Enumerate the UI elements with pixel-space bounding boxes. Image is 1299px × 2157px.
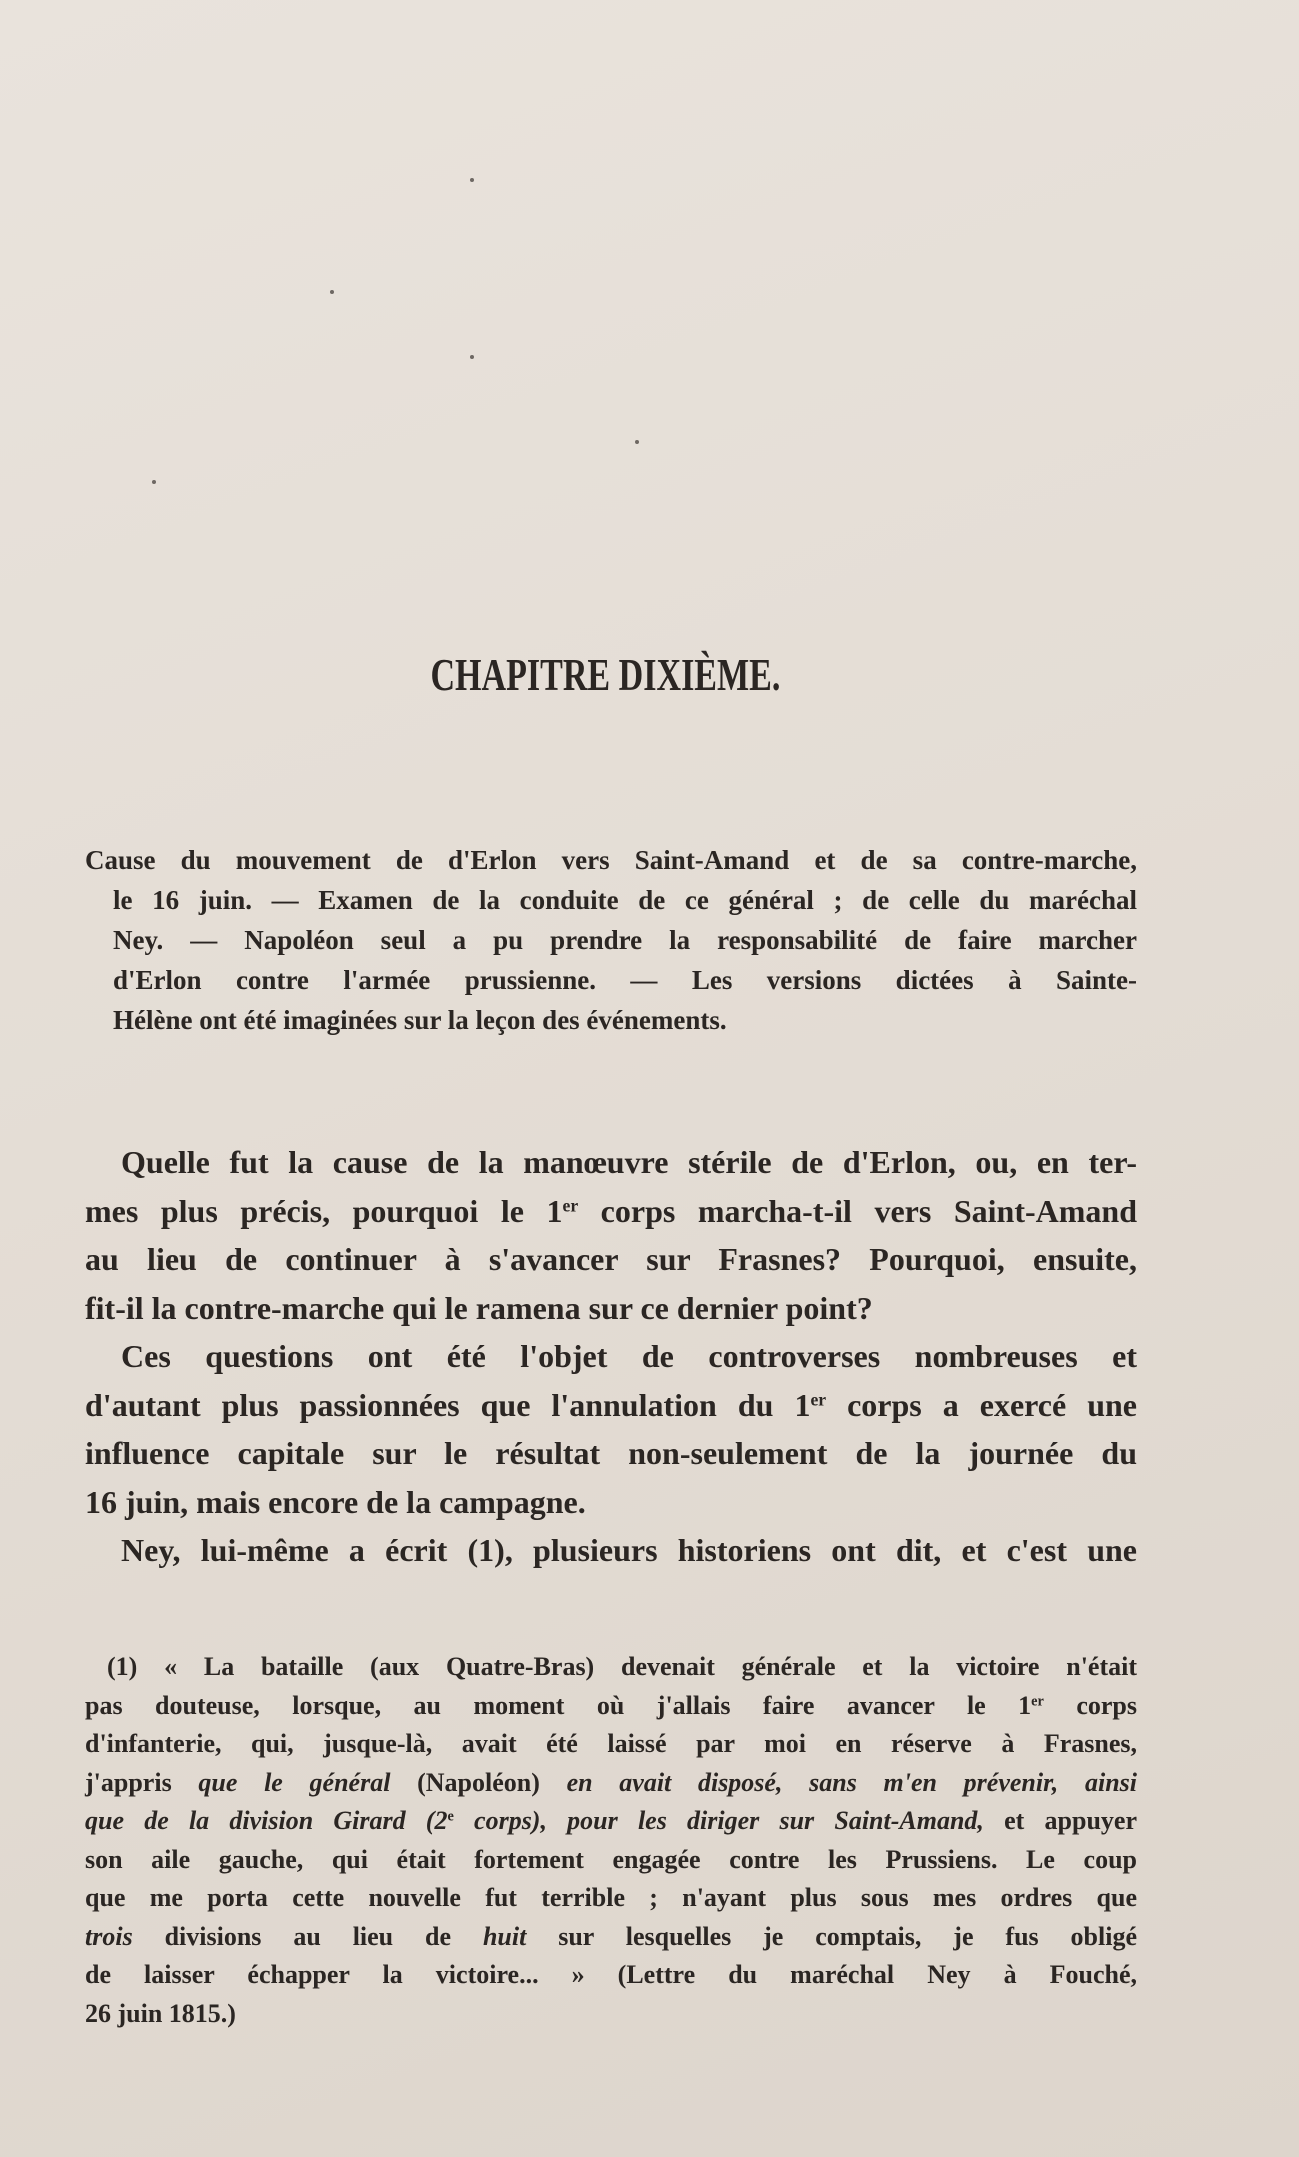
text-segment: d'Erlon contre l'armée prussienne. — Les versions dictées à Sainte-: [113, 965, 1137, 995]
text-segment: corps marcha-t-il vers Saint-Amand: [578, 1192, 1138, 1229]
summary-line: [85, 920, 1137, 960]
body-line: [85, 1138, 1137, 1187]
text-segment: Cause du mouvement de d'Erlon vers Saint-Amand et de sa contre-marche,: [85, 845, 1137, 875]
text-segment: Quelle fut la cause de la manœuvre stérile de d'Erlon, ou, en ter-: [121, 1144, 1137, 1180]
italic-text: en avait disposé, sans m'en prévenir, ainsi: [566, 1767, 1138, 1797]
paper-speck: [635, 440, 639, 444]
footnote-line: [85, 1918, 1137, 1957]
text-segment: (1) « La bataille (aux Quatre-Bras) devenait générale et la victoire n'était: [107, 1652, 1137, 1681]
body-line: [85, 1187, 1137, 1236]
text-segment: (Napoléon): [390, 1767, 567, 1797]
text-segment: et appuyer: [983, 1806, 1137, 1835]
body-text: [85, 1138, 1137, 1575]
body-line: [85, 1526, 1137, 1575]
summary-line: [85, 840, 1137, 880]
italic-text: que de la division Girard (2: [85, 1806, 448, 1835]
footnote-line: [85, 1764, 1137, 1803]
text-segment: fit-il la contre-marche qui le ramena sur ce dernier point?: [85, 1289, 873, 1326]
paper-speck: [152, 480, 156, 484]
italic-text: huit: [482, 1921, 527, 1951]
text-segment: j'appris: [85, 1767, 199, 1797]
footnote-line: [85, 1995, 1137, 2034]
text-segment: corps: [1043, 1690, 1137, 1720]
footnote-line: [85, 1841, 1137, 1880]
text-segment: Ces questions ont été l'objet de controverses nombreuses et: [121, 1338, 1137, 1374]
paper-speck: [330, 290, 334, 294]
italic-text: corps), pour les diriger sur Saint-Amand,: [453, 1806, 984, 1835]
body-line: [85, 1332, 1137, 1381]
summary-line: [85, 880, 1137, 920]
text-segment: d'infanterie, qui, jusque-là, avait été laissé par moi en réserve à Frasnes,: [85, 1729, 1137, 1758]
footnote-line: [85, 1687, 1137, 1726]
text-segment: mes plus précis, pourquoi le 1: [85, 1192, 563, 1229]
summary-line: [85, 960, 1137, 1000]
body-line: [85, 1381, 1137, 1430]
paper-speck: [470, 355, 474, 359]
text-segment: Ney, lui-même a écrit (1), plusieurs historiens ont dit, et c'est une: [121, 1532, 1137, 1568]
text-segment: de laisser échapper la victoire... » (Lettre du maréchal Ney à Fouché,: [85, 1960, 1137, 1989]
italic-text: que le général: [198, 1767, 391, 1797]
text-segment: le 16 juin. — Examen de la conduite de ce général ; de celle du maréchal: [113, 885, 1137, 915]
text-segment: au lieu de continuer à s'avancer sur Frasnes? Pourquoi, ensuite,: [85, 1241, 1137, 1277]
summary-line: [85, 1000, 1137, 1040]
superscript: er: [810, 1388, 827, 1409]
text-segment: 16 juin, mais encore de la campagne.: [85, 1483, 586, 1520]
text-segment: d'autant plus passionnées que l'annulation du 1: [85, 1386, 811, 1423]
paper-speck: [470, 178, 474, 182]
text-segment: influence capitale sur le résultat non-seulement de la journée du: [85, 1435, 1137, 1471]
footnote-line: [85, 1879, 1137, 1918]
text-segment: 26 juin 1815.): [85, 1998, 236, 2028]
text-segment: divisions au lieu de: [132, 1921, 483, 1951]
text-segment: pas douteuse, lorsque, au moment où j'allais faire avancer le 1: [85, 1690, 1032, 1720]
superscript: e: [447, 1808, 454, 1825]
text-segment: corps a exercé une: [826, 1386, 1138, 1423]
superscript: er: [562, 1194, 579, 1215]
text-segment: que me porta cette nouvelle fut terrible ; n'ayant plus sous mes ordres que: [85, 1883, 1137, 1912]
body-line: [85, 1429, 1137, 1478]
chapter-summary: [85, 840, 1137, 1040]
italic-text: trois: [85, 1921, 133, 1951]
chapter-title: [0, 648, 1210, 701]
chapter-title-text: CHAPITRE DIXIÈME.: [430, 649, 780, 700]
footnote-line: [85, 1648, 1137, 1687]
body-line: [85, 1284, 1137, 1333]
body-line: [85, 1478, 1137, 1527]
text-segment: sur lesquelles je comptais, je fus obligé: [526, 1921, 1137, 1951]
text-segment: Ney. — Napoléon seul a pu prendre la responsabilité de faire marcher: [113, 925, 1137, 955]
superscript: er: [1031, 1692, 1044, 1709]
text-segment: Hélène ont été imaginées sur la leçon des événements.: [113, 1005, 727, 1035]
footnote: [85, 1648, 1137, 2033]
footnote-line: [85, 1725, 1137, 1764]
footnote-line: [85, 1802, 1137, 1841]
footnote-line: [85, 1956, 1137, 1995]
body-line: [85, 1235, 1137, 1284]
text-segment: son aile gauche, qui était fortement engagée contre les Prussiens. Le coup: [85, 1844, 1137, 1874]
